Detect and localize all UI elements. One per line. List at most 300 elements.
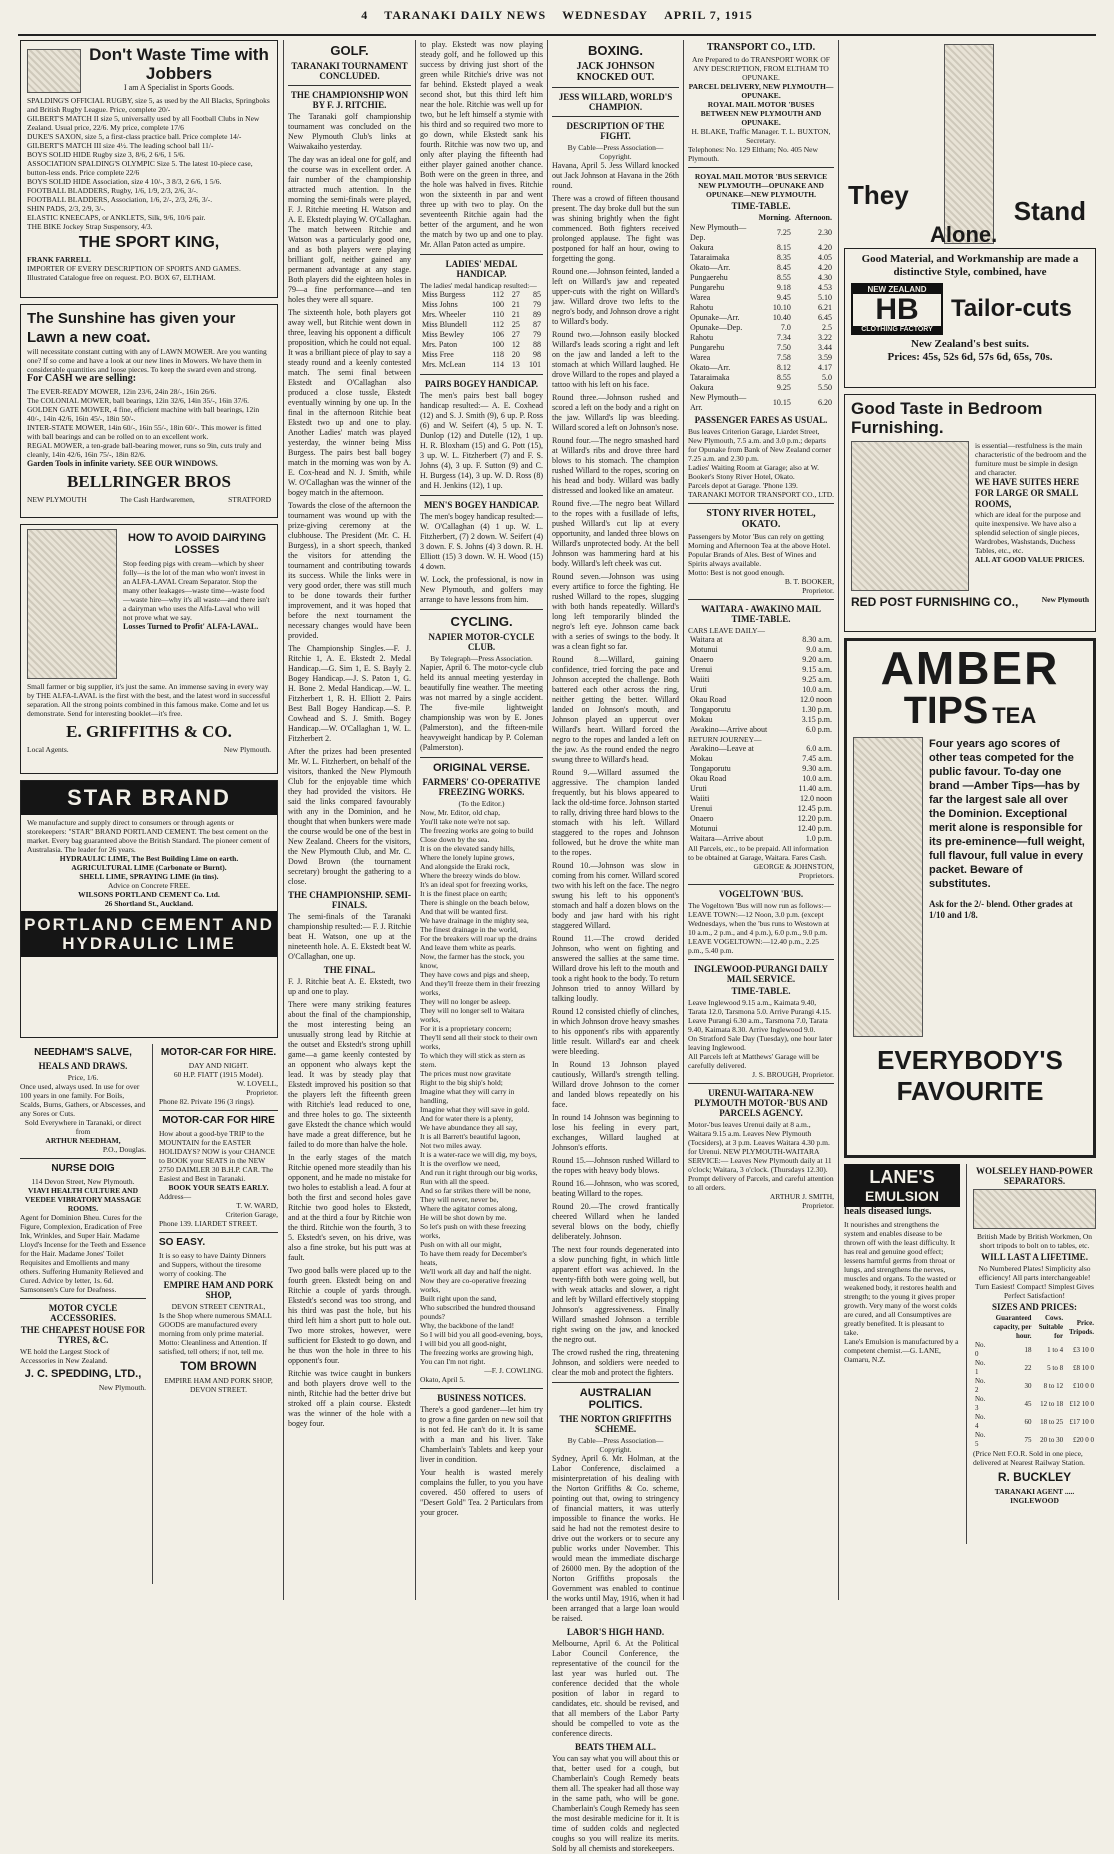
table-cell: 20 [511, 350, 520, 359]
table-cell: Miss Blundell [422, 320, 468, 329]
ad-body: The Vogeltown 'Bus will now run as follows:— [688, 901, 831, 910]
verse-line: Where the breezy winds do blow. [420, 871, 521, 880]
table-row [688, 814, 834, 824]
price-item: BOYS SOLID HIDE Association, size 4 10/-, 3 8/3, 2 6/6, 1 5/6. [27, 177, 222, 186]
table-row [973, 1431, 1096, 1449]
table-cell: 98 [533, 350, 541, 359]
mower-item: GOLDEN GATE MOWER, 4 fine, efficient machine with ball bearings, 12in 40/-, 14in 42/6, 16in 45/-, 18in 50/-. [27, 405, 260, 423]
table-row [688, 824, 834, 834]
table-cell: £8 10 0 [1073, 1363, 1094, 1372]
ad-owner: TOM BROWN [180, 1359, 257, 1373]
table-row [688, 353, 834, 363]
paper-date: APRIL 7, 1915 [664, 8, 753, 22]
verse-line: So I will bid you all good-evening, boys, [420, 1330, 543, 1339]
table-cell: 2.5 [822, 323, 832, 332]
table-cell: 5.50 [818, 383, 832, 392]
table-cell: 85 [533, 290, 541, 299]
verse-line: Run with all the speed. [420, 1177, 489, 1186]
ad-tagline: Tailor-cuts [951, 295, 1072, 322]
verse-line: And leave them white as pearls. [420, 943, 516, 952]
table-cell: 7.58 [776, 353, 791, 362]
article-paragraph: The crowd rushed the ring, threatening Johnson, and soldiers were needed to clear the mob and protect the fighters. [552, 1348, 679, 1377]
leave-vogeltown: LEAVE VOGELTOWN:—12.40 p.m., 2.25 p.m., 5.40 p.m. [688, 937, 819, 955]
firm-place: New Plymouth. [98, 1383, 146, 1392]
ad-subtitle: DAY AND NIGHT. [188, 1061, 249, 1070]
ad-title: SO EASY. [159, 1237, 206, 1248]
article-headline: FARMERS' CO-OPERATIVE FREEZING WORKS. [422, 777, 541, 797]
table-cell: Rahotu [690, 303, 714, 312]
lanes-logo [844, 1164, 960, 1207]
table-cell: 88 [533, 340, 541, 349]
table-cell: Pungarehu [690, 283, 725, 292]
agent-name: R. BUCKLEY [997, 1470, 1072, 1484]
verse-line: They'll send all their stock to their own works, [420, 1033, 538, 1051]
section-title: BOXING. [588, 43, 643, 58]
table-row [688, 705, 834, 715]
ad-title: VOGELTOWN 'BUS. [718, 889, 804, 899]
column-divider [283, 40, 284, 1600]
price-item: ASSOCIATION SPALDING'S OLYMPIC Size 5. The latest 10-piece case, button-less ends. Price complete 22/6 [27, 159, 253, 177]
table-cell: 8.12 [776, 363, 791, 372]
article-paragraph: Round five.—The negro beat Willard to the ropes with a fusillade of lefts, pushed Willard's cut lip at every opportunity, and landed three blows on Willard's unprotected body. At the bell Johnson was hammering hard at his body. Willard's left cheek was cut. [552, 499, 679, 568]
section-title: AUSTRALIAN POLITICS. [579, 1387, 652, 1411]
table-row [688, 273, 834, 283]
table-row [420, 360, 543, 370]
ad-role: Proprietor. [246, 1088, 278, 1097]
ad-motto: Motto: Best is not good enough. [688, 568, 785, 577]
article-paragraph: In the early stages of the match Ritchie opened more steadily than his opponent, and he made no mistake for two holes to establish a lead. A four at both the first and second holes gave Ritchie two good holes to Ekstedt, and at the third a four by Ritchie won the third. Ritchie won the fourth, 3 to 5. Ekstedt's seven, on his drive, was also a fine stroke, but his putt was at fault. [288, 1153, 411, 1262]
table-row [688, 373, 834, 383]
masthead-rule [18, 34, 1096, 36]
verse-place: Okato, April 5. [420, 1375, 465, 1384]
divider [288, 85, 411, 86]
article-subhead: THE CHAMPIONSHIP. SEMI-FINALS. [288, 890, 411, 910]
ad-brands: Popular Brands of Ales. Best of Wines and Spirits always available. [688, 550, 817, 568]
table-cell: Oakura [690, 243, 714, 252]
table-cell: 6.21 [818, 303, 832, 312]
article-paragraph: Sydney, April 6. Mr. Holman, at the Labor Conference, disclaimed a misinterpretation of his dealing with the Norton Griffiths & Co. scheme, pointing out that, owing to stringency of financial matters, it was utterly impossible to finance the works. He said he had not the remotest desire to drive out the workers or to secure any public works under November. This would mean the immediate discharge of 26000 men. By the adoption of the Norton Griffiths proposals the Government was enabled to continue the works until May, 1916, when it had been arranged that a large loan would be raised. [552, 1454, 679, 1623]
table-cell: 18 to 25 [1040, 1417, 1064, 1426]
table-cell [688, 213, 757, 223]
table-row [688, 223, 834, 243]
verse-line: And they'll freeze them in their freezing works, [420, 979, 541, 997]
table-cell: 1 to 4 [1047, 1345, 1064, 1354]
table-cell: Waiiti [690, 675, 710, 684]
table-row [420, 310, 543, 320]
table-cell: Urenui [690, 804, 713, 813]
article-paragraph: Round 12 consisted chiefly of clinches, in which Johnson drove heavy smashes to his opponent's ribs with apparently little result. Willard's ear and cheek were bleeding. [552, 1007, 679, 1056]
ad-sale: On Stratford Sale Day (Tuesday), one hour later leaving Inglewood. [688, 1034, 833, 1052]
column-divider [547, 40, 548, 1600]
table-cell: 12.45 p.m. [797, 804, 832, 813]
table-cell: 4.17 [818, 363, 832, 372]
table-cell: Uruti [690, 784, 707, 793]
table-cell: 8.45 [776, 263, 791, 272]
importer-line: IMPORTER OF EVERY DESCRIPTION OF SPORTS AND GAMES. [27, 264, 241, 273]
amber-title: AMBER [880, 642, 1060, 694]
table-cell: 79 [533, 330, 541, 339]
table-row [688, 695, 834, 705]
divider [420, 757, 543, 758]
article-paragraph: Your health is wasted merely complains the fuller, to you you have covered. 450 offered to users of "Desert Gold" Tea. 2 Particulars from your grocer. [420, 1468, 543, 1517]
table-row [688, 754, 834, 764]
ad-value: ALL AT GOOD VALUE PRICES. [975, 555, 1085, 564]
price-item: ELASTIC KNEECAPS, or ANKLETS, Silk, 9/6, 10/6 pair. [27, 213, 206, 222]
verse-line: They will never, never be, [420, 1195, 499, 1204]
table-cell: 6.0 a.m. [806, 744, 832, 753]
verse-line: I will bid you all good-night, [420, 1339, 507, 1348]
table-cell: No. 0 [975, 1341, 986, 1358]
timetable [688, 635, 834, 735]
masthead [0, 8, 1114, 30]
table-cell: 89 [533, 310, 541, 319]
table-cell: Oakura [690, 383, 714, 392]
ad-title: URENUI-WAITARA-NEW PLYMOUTH MOTOR-'BUS AND PARCELS AGENCY. [694, 1088, 828, 1118]
place-left: NEW PLYMOUTH [27, 495, 87, 504]
article-paragraph: Round 15.—Johnson rushed Willard to the ropes with heavy body blows. [552, 1156, 679, 1175]
article-paragraph: Round three.—Johnson rushed and scored a left on the body and a right on the jaw. Willard's lip was bleeding. Willard scored a left on Johnson's nose. [552, 393, 679, 432]
logo-bottom: CLOTHING FACTORY [853, 326, 941, 333]
firm-name: BELLRINGER BROS [67, 472, 231, 491]
table-cell: 4.20 [818, 263, 832, 272]
article-headline: JACK JOHNSON KNOCKED OUT. [576, 61, 655, 83]
ad-tagline: heals diseased lungs. [844, 1206, 932, 1217]
ad-ask: Ask for the 2/- blend. Other grades at 1/10 and 1/8. [929, 899, 1073, 920]
table-cell: 75 [1024, 1435, 1032, 1444]
table-cell: 8.15 [776, 243, 791, 252]
ad-terms: (Price Nett F.O.R. Sold in one piece, delivered at Nearest Railway Station. [973, 1449, 1085, 1467]
table-cell: Opunake—Dep. [690, 323, 743, 332]
verse-line: Why, the backbone of the land! [420, 1321, 515, 1330]
ad-address: P.O., Douglas. [102, 1145, 146, 1154]
ad-phone: Phone 139. LIARDET STREET. [159, 1219, 258, 1228]
article-subhead: LABOR'S HIGH HAND. [566, 1627, 665, 1637]
table-cell: Morning. [758, 213, 791, 222]
ad-wolseley-separators [973, 1164, 1096, 1544]
section-title: CYCLING. [450, 614, 513, 629]
verse-line: Push on with all our might, [420, 1240, 502, 1249]
ad-role: Proprietors. [798, 871, 834, 880]
price-item: FOOTBALL BLADDERS, Association, 1/6, 2/-, 2/3, 2/6, 3/-. [27, 195, 213, 204]
small-ads-right [159, 1044, 278, 1584]
paper-title: TARANAKI DAILY NEWS [384, 8, 547, 22]
ad-parcels: All Parcels left at Matthews' Garage will be carefully delivered. [688, 1052, 820, 1070]
ad-car: 60 H.P. FIATT (1915 Model). [173, 1070, 264, 1079]
ad-price: Price, 1/6. [67, 1073, 99, 1082]
timetable-heading: CARS LEAVE DAILY— [688, 626, 766, 635]
table-row [688, 834, 834, 844]
ad-body-2: Is the Shop where numerous SMALL GOODS are manufactured every morning from only prime material. [159, 1311, 272, 1338]
ad-parcels: Parcels depot at Garage. 'Phone 139. TARANAKI MOTOR TRANSPORT CO., LTD. [688, 481, 834, 499]
table-cell: 12.0 noon [800, 794, 832, 803]
price-item: THE BIKE Jockey Strap Suspensory, 4/3. [27, 222, 153, 231]
table-row [973, 1341, 1096, 1359]
table-cell: 10.0 a.m. [802, 774, 832, 783]
table-cell: 8.35 [776, 253, 791, 262]
verse-line: And for water there is a plenty, [420, 1114, 514, 1123]
verse-line: The freezing works are going to build [420, 826, 534, 835]
article-paragraph: Napier, April 6. The motor-cycle club held its annual meeting yesterday in beautifully fine weather. The meeting was not marred by a single accident. The five-mile lightweight championship was won by E. Jones (Palmerston), and the fifteen-mile heavyweight handicap by P. Coleman (Palmerston). [420, 663, 543, 752]
ad-book: BOOK YOUR SEATS EARLY. [168, 1183, 269, 1192]
ad-tagline: I am A Specialist in Sports Goods. [124, 83, 234, 92]
table-cell: 30 [1024, 1381, 1032, 1390]
article-paragraph: The day was an ideal one for golf, and the course was in excellent order. A fair number of the championship attracted much attention. In the morning the semi-finals were played, F. J. Ritchie meeting H. Watson and A. E. Ekstedt playing W. O'Callaghan. The match between Ritchie and Watson was a particularly good one, and as both players were playing brilliant golf, neither gained any permanent advantage at any stage. Both players did the eighteen holes in 79—a fine performance—and ten holes they were all square. [288, 155, 411, 304]
table-row [688, 333, 834, 343]
proprietor: FRANK FARRELL [27, 255, 91, 264]
table-cell: 100 [492, 340, 504, 349]
table-cell: Cows. Suitable for [1038, 1314, 1064, 1340]
article-paragraph: You can say what you will about this or that, better used for a cough, but Chamberlain's Cough Remedy beats them all. The speaker had all those way in the same path, who will be gone. Chamberlain's Cough Remedy has seen the most desirable medicine for it. It is time of sudden colds and neglected coughs so you will realize its merits. Sold by all chemists and storekeepers. [552, 1754, 679, 1853]
logo-top: NEW ZEALAND [853, 285, 941, 294]
table-row [688, 645, 834, 655]
ad-garage: Criterion Garage, [225, 1210, 278, 1219]
verse-body [420, 808, 543, 1366]
table-cell: 9.30 a.m. [802, 764, 832, 773]
table-cell: 79 [533, 300, 541, 309]
ad-word-right: Stand [1013, 196, 1086, 226]
paper-day: WEDNESDAY [562, 8, 649, 22]
star-brand-banner: STAR BRAND [21, 781, 277, 815]
table-cell: Rahotu [690, 333, 714, 342]
divider [420, 254, 543, 255]
article-subhead: DESCRIPTION OF THE FIGHT. [566, 121, 665, 141]
article-headline: THE NORTON GRIFFITHS SCHEME. [559, 1414, 672, 1434]
column-divider [152, 1044, 153, 1584]
price-item: FOOTBALL BLADDERS, Rugby, 1/6, 1/9, 2/3, 2/6, 3/-. [27, 186, 198, 195]
amber-tips: TIPS [903, 690, 989, 732]
article-paragraph: The next four rounds degenerated into a slow punching fight, in which little apparent effort was achieved. In the twenty-fifth both were going well, but with weak attacks and slower, a right and left by Willard effectively stopping Johnson's aggressiveness. Finally Willard smashed Johnson a terrible right swing on the jaw, and knocked the negro out. [552, 1245, 679, 1344]
catalogue-line: Illustrated Catalogue free on request. P.O. BOX 67, ELTHAM. [27, 273, 216, 282]
divider [159, 1232, 278, 1233]
table-cell: Guaranteed capacity, per hour. [993, 1314, 1032, 1340]
table-cell: Pungaerehu [690, 273, 728, 282]
table-cell: 10.0 a.m. [802, 685, 832, 694]
table-row [688, 764, 834, 774]
ad-owner: T. W. WARD, [236, 1201, 278, 1210]
ad-headline: Good Material, and Workmanship are made a distinctive Style, combined, have [861, 253, 1079, 278]
ad-subtitle: THE CHEAPEST HOUSE FOR TYRES, &C. [20, 1325, 146, 1345]
article-paragraph: Round 20.—The crowd frantically cheered Willard when he landed several blows on the body, chiefly deliberately. Johnson. [552, 1202, 679, 1241]
table-cell: Uruti [690, 685, 707, 694]
table-cell: Warea [690, 353, 711, 362]
table-cell: 11.40 a.m. [798, 784, 832, 793]
table-cell: 6.45 [818, 313, 832, 322]
article-paragraph: There's a good gardener—let him try to grow a fine garden on new soil that is not fed. He can't do it. It is same with a man and his liver. Take Chamberlain's Tablets and keep your liver in condition. [420, 1405, 543, 1464]
table-row [688, 213, 834, 223]
cash-line: For CASH we are selling: [27, 373, 137, 384]
price-item: GILBERT'S MATCH III size 4½. The leading school ball 11/- [27, 141, 214, 150]
table-cell: 87 [533, 320, 541, 329]
table-cell: 9.20 a.m. [802, 655, 832, 664]
table-cell: Tataraimaka [690, 253, 730, 262]
verse-line: They will no longer be asleep. [420, 997, 511, 1006]
timetable-title: TIME-TABLE. [731, 201, 791, 211]
article-paragraph: Havana, April 5. Jess Willard knocked out Jack Johnson at Havana in the 26th round. [552, 161, 679, 190]
verse-signature: —F. J. COWLING. [484, 1366, 543, 1375]
timetable [688, 744, 834, 844]
table-cell: Okau Road [690, 774, 727, 783]
lime-4: Advice on Concrete FREE. [107, 881, 191, 890]
ad-body: WE hold the Largest Stock of Accessories in New Zealand. [20, 1347, 110, 1365]
table-cell: Awakino—Leave at [690, 744, 754, 753]
verse-line: The finest drainage in the world, [420, 925, 518, 934]
table-row [688, 253, 834, 263]
divider [420, 609, 543, 610]
agent-name: E. GRIFFITHS & CO. [66, 722, 232, 741]
table-cell: 22 [1024, 1363, 1032, 1372]
ad-title: TRANSPORT CO., LTD. [706, 42, 816, 53]
mower-item: INTER-STATE MOWER, 14in 60/-, 16in 55/-, 18in 60/-. This mower is fitted with ball bearings and can be rolled on to an excellent work. [27, 423, 262, 441]
ad-amber-tips-tea [844, 638, 1096, 1158]
footballer-illustration [27, 49, 81, 93]
results-table [420, 290, 543, 370]
table-cell: 9.25 [776, 383, 791, 392]
table-row [688, 283, 834, 293]
table-cell: £20 0 0 [1073, 1435, 1094, 1444]
firm-address [27, 495, 271, 504]
ad-royal: ROYAL MAIL MOTOR 'BUSES BETWEEN NEW PLYMOUTH AND OPUNAKE. [700, 100, 822, 127]
table-cell: 8 to 12 [1043, 1381, 1064, 1390]
table-cell: 114 [492, 360, 504, 369]
ad-body: It nourishes and strengthens the system and enables disease to be thrown off with the least difficulty. It has real and genuine good effect; lessens harmful germs from throat or lungs, and strengthens the nerves, muscles and organs. To the wasted or weakened body, it restores health and strength; to the young it gives proper growth. Very many of the worst colds are cured, and all Consumptives are greatly benefited. It is pleasant to take. [844, 1220, 957, 1337]
tools-line: Garden Tools in infinite variety. SEE OUR WINDOWS. [27, 459, 218, 468]
price-table [973, 1314, 1096, 1449]
ad-body: Motor-'bus leaves Urenui daily at 8 a.m., Waitara 9.15 a.m. Leaves New Plymouth (Tocsiders), at 3 p.m. Leaves Waitara 4.30 p.m. for Urenui. NEW PLYMOUTH-WAITARA SERVICE:— Leaves New Plymouth daily at 11 o'clock; Waitara, 3 o'clock. (Thursdays 12.30). [688, 1120, 832, 1174]
lime-1: HYDRAULIC LIME, The Best Building Lime on earth. [59, 854, 239, 863]
mower-item: REGAL MOWER, a ten-grade ball-bearing mower, runs so 9in, cuts truly and cleanly, 14in 42/6, 16in 75/-, 18in 82/6. [27, 441, 262, 459]
table-row [420, 350, 543, 360]
table-row [688, 263, 834, 273]
article-paragraph: to play. Ekstedt was now playing steady golf, and he followed up this success by driving just short of the green while Ritchie's drive was not far behind. Ekstedt played a weak second shot, but this third left him near the hole. Ritchie was well up for two, but he left himself a stymie with his third and so required two more to go down, while Ekstedt sank his fourth. Ritchie was now two up, and only after playing the fifteenth had either player gained another chance. Both were on the green in three, and the hole was halved in fives. Ritchie won the sixteenth in par and went three up with two to play. On the seventeenth Ritchie again had the better of the argument, and he won the match by two up and one to play. Mr. Allan Paton acted as umpire. [420, 40, 543, 249]
ad-body: Agent for Dominion Bheu. Cures for the Figure, Complexion, Eradication of Free Ink, Wrinkles, and Super Hair. Madame Lloyd's Incense for the Teeth and Essence for the Hair. Madame Jones' Toilet Requisites and Emollients and many others. Suffering Humanity Relieved and Cured. Advice by letter, 1s. 6d. Samsonsen's Cure for Deafness. [20, 1213, 146, 1294]
table-row [420, 320, 543, 330]
table-cell: 21 [511, 300, 520, 309]
divider [20, 1298, 146, 1299]
verse-line: For it is a proprietary concern; [420, 1024, 512, 1033]
price-item: SHIN PADS, 2/3, 2/9, 3/-. [27, 204, 106, 213]
article-body [288, 112, 411, 887]
table-cell: Mrs. McLean [422, 360, 466, 369]
ad-owner: W. LOVELL, [236, 1079, 278, 1088]
ad-sport-king [20, 40, 278, 298]
ad-motto: Motto: Cleanliness and Attention. If satisfied, tell others; if not, tell me. [159, 1338, 268, 1356]
article-paragraph: Round two.—Johnson easily blocked Willard's leads scoring a right and left on the jaw and landed a left to the stomach at which Willard laughed. He drove Willard to the ropes and played a tattoo with his left on his face. [552, 330, 679, 389]
amber-tea: TEA [992, 703, 1037, 728]
ad-address: Address— [159, 1192, 192, 1201]
ad-managers: H. BLAKE, Traffic Manager. T. L. BUXTON, Secretary. [691, 127, 831, 145]
ad-body-2: which are ideal for the purpose and quite inexpensive. We have also a splendid selection of single pieces, Wardrobes, Washstands, Duchess Tables, etc., etc. [975, 510, 1081, 555]
divider [688, 167, 834, 168]
ad-suites: WE HAVE SUITES HERE FOR LARGE OR SMALL ROOMS, [975, 477, 1080, 509]
article-paragraph: Melbourne, April 6. At the Political Labor Council Conference, the representative of the council for the last year was hurled out. The conference decided that the whole position of labor in regard to candidates, etc. should be revised, and that all members of the Labor Party should be compelled to vote as the conference directs. [552, 1639, 679, 1738]
divider [552, 1382, 679, 1383]
table-cell: 5 to 8 [1047, 1363, 1064, 1372]
ad-they-stand-alone [844, 40, 1096, 248]
place-right: STRATFORD [228, 495, 271, 504]
divider [688, 884, 834, 885]
verse-line: Where the agitator comes along, [420, 1204, 518, 1213]
ad-maker: ARTHUR NEEDHAM, [45, 1136, 121, 1145]
column-divider [683, 40, 684, 1600]
column-golf-continued [420, 40, 543, 1600]
verse-line: You'll take note we're not sap. [420, 817, 510, 826]
ad-owner: ARTHUR J. SMITH, [769, 1192, 834, 1201]
ad-lanes-emulsion [844, 1164, 960, 1544]
verse-line: And that will be wanted first. [420, 907, 508, 916]
table-cell: Urenui [690, 665, 713, 674]
table-row [973, 1395, 1096, 1413]
article-paragraph: Ritchie was twice caught in bunkers and both players drove well to the ninth, Ritchie had the better drive but stroked off a plain course. Ekstedt was the winner of the hole with a bogey four. [288, 1369, 411, 1428]
article-paragraph: After the prizes had been presented Mr. W. L. Fitzherbert, on behalf of the visitors, thanked the New Plymouth Club for the enjoyable time which they had provided the visitors. He said the links compared favourably with any in the Dominion, and he thought that when bunkers were made the course would be one of the best in New Zealand. Cheers for the visitors, the New Plymouth Club, and Mr. C. Dowd Brown (the tournament secretary) brought the gathering to a close. [288, 747, 411, 886]
divider [159, 1110, 278, 1111]
timetable-title: TIME-TABLE. [731, 986, 791, 996]
verse-to: (To the Editor.) [458, 799, 505, 808]
table-cell: Price. Tripods. [1069, 1318, 1094, 1336]
firm-name: WILSONS PORTLAND CEMENT Co. Ltd. [78, 890, 220, 899]
firm-name: RED POST FURNISHING CO., [851, 595, 1019, 609]
table-cell: Onaero [690, 655, 714, 664]
table-row [688, 243, 834, 253]
table-row [688, 715, 834, 725]
table-cell: 118 [492, 350, 504, 359]
table-row [688, 303, 834, 313]
table-cell: New Plymouth—Arr. [690, 393, 747, 412]
divider [688, 503, 834, 504]
price-item: BOYS SOLID HIDE Rugby size 3, 8/6, 2 6/6, 1 5/6. [27, 150, 185, 159]
table-cell: £3 10 0 [1073, 1345, 1094, 1354]
ad-role: Proprietor. [802, 586, 834, 595]
timetable [688, 213, 834, 413]
verse-line: He will be shot down by me. [420, 1213, 507, 1222]
table-cell: 10.15 [772, 398, 791, 407]
ad-address: DEVON STREET CENTRAL, [171, 1302, 266, 1311]
article-subhead: BEATS THEM ALL. [575, 1742, 656, 1752]
ad-title: STONY RIVER HOTEL, OKATO. [706, 508, 816, 530]
article-paragraph: The men's pairs best ball bogey handicap resulted:— A. E. Coxhead (12) and S. J. Smith (9), 6 up. P. Ross (6) and W. Seifert (4), 5 up. N. T. Dunlop (12) and Dutelle (12), 1 up. H. R. Bloxham (15) and G. Pott (15), 3 up. W. L. Fitzherbert (7) and F. S. Johns (4), 3 up. F. Sutton (9) and C. H. Burgess (14), 3 up. W. D. Ross (8) and H. Jenkins (12), 1 up. [420, 391, 543, 490]
table-cell: Miss Johns [422, 300, 458, 309]
table-cell: 10.10 [772, 303, 791, 312]
table-cell: Awakino—Arrive about [690, 725, 768, 734]
article-paragraph: In Round 13 Johnson played cautiously, Willard's strength telling. Willard drove Johnson to the corner and landed blows repeatedly on his face. [552, 1060, 679, 1109]
ad-title: MOTOR CYCLE ACCESSORIES. [48, 1303, 118, 1323]
leave-town: LEAVE TOWN:—12 Noon, 3.0 p.m. (except Wednesdays, when the 'bus runs to Westown at 10 a.m., 2 p.m., and 4 p.m.), 6.0 p.m., 9.0 p.m. [688, 910, 830, 937]
table-cell: Tataraimaka [690, 373, 730, 382]
table-cell: £17 10 0 [1069, 1417, 1094, 1426]
article-paragraph: Round one.—Johnson feinted, landed a left on Willard's jaw and repeated upper-cuts with the right on Willard's jaw. Willard drove two lefts to the negro's body, and Johnson drove a right to Willard's body. [552, 267, 679, 326]
table-row [420, 300, 543, 310]
verse-line: Built right upon the sand, [420, 1294, 497, 1303]
ad-hb-tailor-cuts [844, 248, 1096, 388]
table-cell: Onaero [690, 814, 714, 823]
table-cell: 6.0 p.m. [805, 725, 832, 734]
column-boxing [552, 40, 679, 1853]
ad-foot: Lane's Emulsion is manufactured by a competent chemist.—G. LANE, Oamaru, N.Z. [844, 1337, 959, 1364]
byline: By Cable—Press Association—Copyright. [567, 1436, 664, 1454]
verse-line: There is shingle on the beach below, [420, 898, 530, 907]
table-cell: No. 1 [975, 1359, 986, 1376]
divider [688, 1083, 834, 1084]
verse-line: We'll work all day and half the night. [420, 1267, 532, 1276]
logo-letters: HB [875, 293, 919, 326]
divider [420, 495, 543, 496]
table-cell: 10.40 [772, 313, 791, 322]
table-cell: 1.30 p.m. [801, 705, 832, 714]
table-cell: Pungarehu [690, 343, 725, 352]
results-intro: The ladies' medal handicap resulted:— [420, 281, 537, 290]
firm-name: J. C. SPEDDING, LTD., [24, 1368, 142, 1380]
table-cell: 9.0 a.m. [806, 645, 832, 654]
divider [688, 959, 834, 960]
